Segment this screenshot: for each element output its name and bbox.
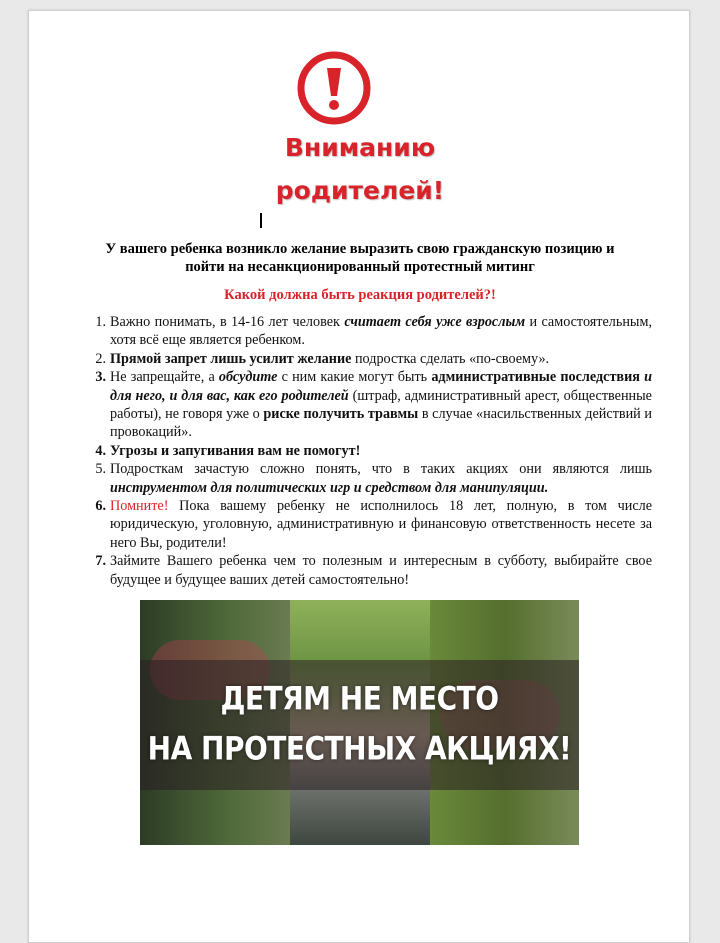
- lead-line-1: У вашего ребенка возникло желание выразить свою гражданскую позицию и: [105, 241, 615, 257]
- list-item: [82, 350, 652, 368]
- list-number: 7.: [95, 553, 106, 570]
- text-cursor: [260, 213, 262, 228]
- list-item: [82, 460, 652, 497]
- emphasis: и для него, и для вас, как его родителей: [110, 369, 653, 404]
- emphasis: инструментом для политических игр и средством для манипуляции.: [110, 479, 549, 496]
- list-item: [82, 313, 652, 350]
- text-run: и самостоятельным, хотя всё еще является ребенком.: [110, 314, 652, 349]
- text-run: Займите Вашего ребенка чем то полезным и интересным в субботу, выбирайте свое будущее и будущее ваших детей самостоятельно!: [110, 553, 652, 588]
- list-number: 3.: [95, 369, 106, 386]
- list-item: [82, 368, 652, 442]
- text-run: Пока вашему ребенку не исполнилось 18 лет, полную, в том числе юридическую, уголовную, административную и финансовую ответственность несете за него Вы, родители!: [110, 498, 652, 551]
- emphasis: административные последствия: [431, 369, 640, 386]
- list-item: [82, 552, 652, 589]
- protest-photo: [140, 600, 579, 845]
- emphasis: считает себя уже взрослым: [344, 314, 526, 330]
- text-run: в случае «насильственных действий и провокаций».: [110, 406, 652, 441]
- list-number: 6.: [95, 498, 106, 515]
- lead-text: [80, 240, 640, 276]
- advice-list: [82, 313, 652, 589]
- text-run: с ним какие могут быть: [277, 369, 432, 386]
- list-number: 4.: [95, 442, 106, 459]
- list-item: [82, 497, 652, 552]
- lead-line-2: пойти на несанкционированный протестный митинг: [185, 259, 535, 275]
- list-number: 5.: [95, 461, 106, 478]
- exclamation-circle-icon: [296, 48, 372, 128]
- remember-label: Помните!: [110, 498, 169, 515]
- list-item: [82, 442, 652, 460]
- emphasis: Прямой запрет лишь усилит желание: [110, 350, 352, 367]
- list-number: 1.: [95, 314, 106, 330]
- text-run: (штраф, административный арест, общественные работы), не говоря уже о: [110, 387, 652, 423]
- photo-caption-line-1: ДЕТЯМ НЕ МЕСТО: [220, 679, 499, 718]
- question-heading: Какой должна быть реакция родителей?!: [224, 287, 496, 303]
- text-run: подростка сделать «по-своему».: [351, 350, 550, 367]
- text-run: Важно понимать, в 14-16 лет человек: [110, 314, 345, 330]
- title-line-1: Вниманию: [284, 133, 436, 162]
- title-line-2: родителей!: [275, 176, 445, 205]
- emphasis: Угрозы и запугивания вам не помогут!: [110, 442, 361, 459]
- photo-caption-line-2: НА ПРОТЕСТНЫХ АКЦИЯХ!: [147, 729, 572, 768]
- emphasis: риске получить травмы: [263, 406, 419, 423]
- text-run: Подросткам зачастую сложно понять, что в таких акциях они являются лишь: [110, 461, 652, 478]
- list-number: 2.: [95, 350, 106, 367]
- emphasis: обсудите: [218, 369, 278, 386]
- text-run: Не запрещайте, а: [110, 369, 219, 386]
